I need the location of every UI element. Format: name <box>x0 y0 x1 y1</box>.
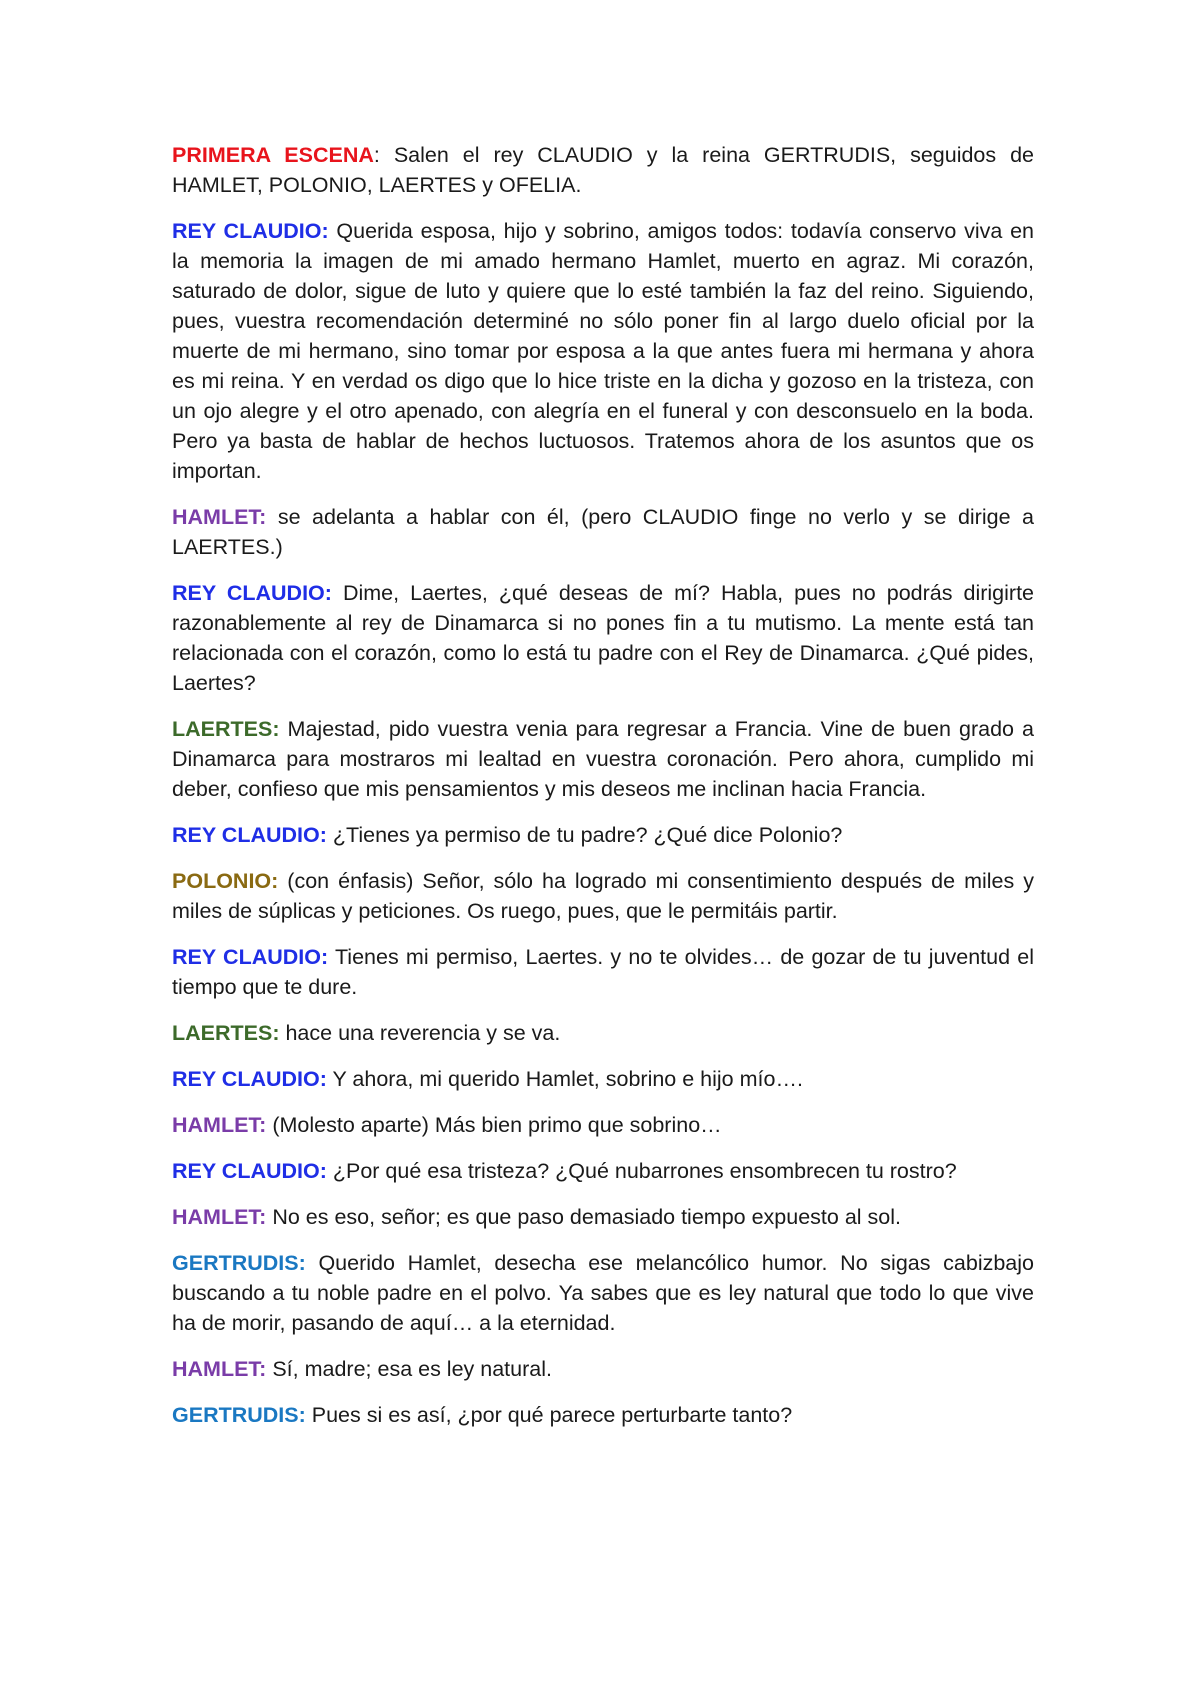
speaker-label-rey-claudio: REY CLAUDIO: <box>172 1159 327 1183</box>
speaker-label-hamlet: HAMLET: <box>172 505 267 529</box>
speaker-label-hamlet: HAMLET: <box>172 1205 267 1229</box>
dialogue-paragraph <box>172 578 1034 698</box>
speaker-label-rey-claudio: REY CLAUDIO: <box>172 1067 327 1091</box>
dialogue-paragraph <box>172 1202 1034 1232</box>
stage-direction-paragraph <box>172 140 1034 200</box>
speaker-label-laertes: LAERTES: <box>172 717 280 741</box>
dialogue-paragraph <box>172 216 1034 486</box>
heading-separator: : <box>373 143 380 167</box>
speaker-label-rey-claudio: REY CLAUDIO: <box>172 581 332 605</box>
speaker-label-rey-claudio: REY CLAUDIO: <box>172 219 329 243</box>
speaker-label-gertrudis: GERTRUDIS: <box>172 1403 306 1427</box>
scene-heading: PRIMERA ESCENA <box>172 143 374 167</box>
dialogue-text: Dime, Laertes, ¿qué deseas de mí? Habla, pues no podrás dirigirte razonablemente al rey de Dinamarca si no pones fin a tu mutismo. La mente está tan relacionada con el corazón, como lo está tu padre con el Rey de Dinamarca. ¿Qué pides, Laertes? <box>172 581 1034 695</box>
dialogue-text: hace una reverencia y se va. <box>279 1021 561 1045</box>
speaker-label-gertrudis: GERTRUDIS: <box>172 1251 306 1275</box>
speaker-label-hamlet: HAMLET: <box>172 1357 267 1381</box>
dialogue-paragraph <box>172 1156 1034 1186</box>
dialogue-paragraph <box>172 1354 1034 1384</box>
dialogue-paragraph <box>172 866 1034 926</box>
speaker-label-rey-claudio: REY CLAUDIO: <box>172 823 327 847</box>
dialogue-paragraph <box>172 1400 1034 1430</box>
dialogue-text: se adelanta a hablar con él, (pero CLAUDIO finge no verlo y se dirige a LAERTES.) <box>172 505 1034 559</box>
dialogue-paragraph <box>172 942 1034 1002</box>
dialogue-text: ¿Por qué esa tristeza? ¿Qué nubarrones ensombrecen tu rostro? <box>326 1159 957 1183</box>
dialogue-text: (con énfasis) Señor, sólo ha logrado mi consentimiento después de miles y miles de súplicas y peticiones. Os ruego, pues, que le permitáis partir. <box>172 869 1034 923</box>
dialogue-text: (Molesto aparte) Más bien primo que sobrino… <box>266 1113 722 1137</box>
dialogue-text: Tienes mi permiso, Laertes. y no te olvides… de gozar de tu juventud el tiempo que te dure. <box>172 945 1034 999</box>
speaker-label-polonio: POLONIO: <box>172 869 279 893</box>
dialogue-paragraph <box>172 820 1034 850</box>
dialogue-text: Querido Hamlet, desecha ese melancólico humor. No sigas cabizbajo buscando a tu noble padre en el polvo. Ya sabes que es ley natural que todo lo que vive ha de morir, pasando de aquí… a la eternidad. <box>172 1251 1034 1335</box>
dialogue-text: Y ahora, mi querido Hamlet, sobrino e hijo mío…. <box>326 1067 803 1091</box>
dialogue-paragraph <box>172 1248 1034 1338</box>
speaker-label-hamlet: HAMLET: <box>172 1113 267 1137</box>
dialogue-text: Sí, madre; esa es ley natural. <box>266 1357 552 1381</box>
dialogue-text: Pues si es así, ¿por qué parece perturbarte tanto? <box>305 1403 793 1427</box>
dialogue-text: ¿Tienes ya permiso de tu padre? ¿Qué dice Polonio? <box>326 823 843 847</box>
dialogue-paragraph <box>172 1064 1034 1094</box>
dialogue-paragraph <box>172 1110 1034 1140</box>
speaker-label-rey-claudio: REY CLAUDIO: <box>172 945 329 969</box>
dialogue-text: Majestad, pido vuestra venia para regresar a Francia. Vine de buen grado a Dinamarca para mostraros mi lealtad en vuestra coronación. Pero ahora, cumplido mi deber, confieso que mis pensamientos y mis deseos me inclinan hacia Francia. <box>172 717 1034 801</box>
dialogue-paragraph <box>172 714 1034 804</box>
paragraph-text: Salen el rey CLAUDIO y la reina GERTRUDIS, seguidos de HAMLET, POLONIO, LAERTES y OFELIA. <box>172 143 1035 197</box>
dialogue-paragraph <box>172 1018 1034 1048</box>
dialogue-text: Querida esposa, hijo y sobrino, amigos todos: todavía conservo viva en la memoria la imagen de mi amado hermano Hamlet, muerto en agraz. Mi corazón, saturado de dolor, sigue de luto y quiere que lo esté también la faz del reino. Siguiendo, pues, vuestra recomendación determiné no sólo poner fin al largo duelo oficial por la muerte de mi hermano, sino tomar por esposa a la que antes fuera mi hermana y ahora es mi reina. Y en verdad os digo que lo hice triste en la dicha y gozoso en la tristeza, con un ojo alegre y el otro apenado, con alegría en el funeral y con desconsuelo en la boda. Pero ya basta de hablar de hechos luctuosos. Tratemos ahora de los asuntos que os importan. <box>172 219 1035 483</box>
speaker-label-laertes: LAERTES: <box>172 1021 280 1045</box>
document-page <box>172 140 1034 1446</box>
dialogue-text: No es eso, señor; es que paso demasiado tiempo expuesto al sol. <box>266 1205 901 1229</box>
dialogue-paragraph <box>172 502 1034 562</box>
